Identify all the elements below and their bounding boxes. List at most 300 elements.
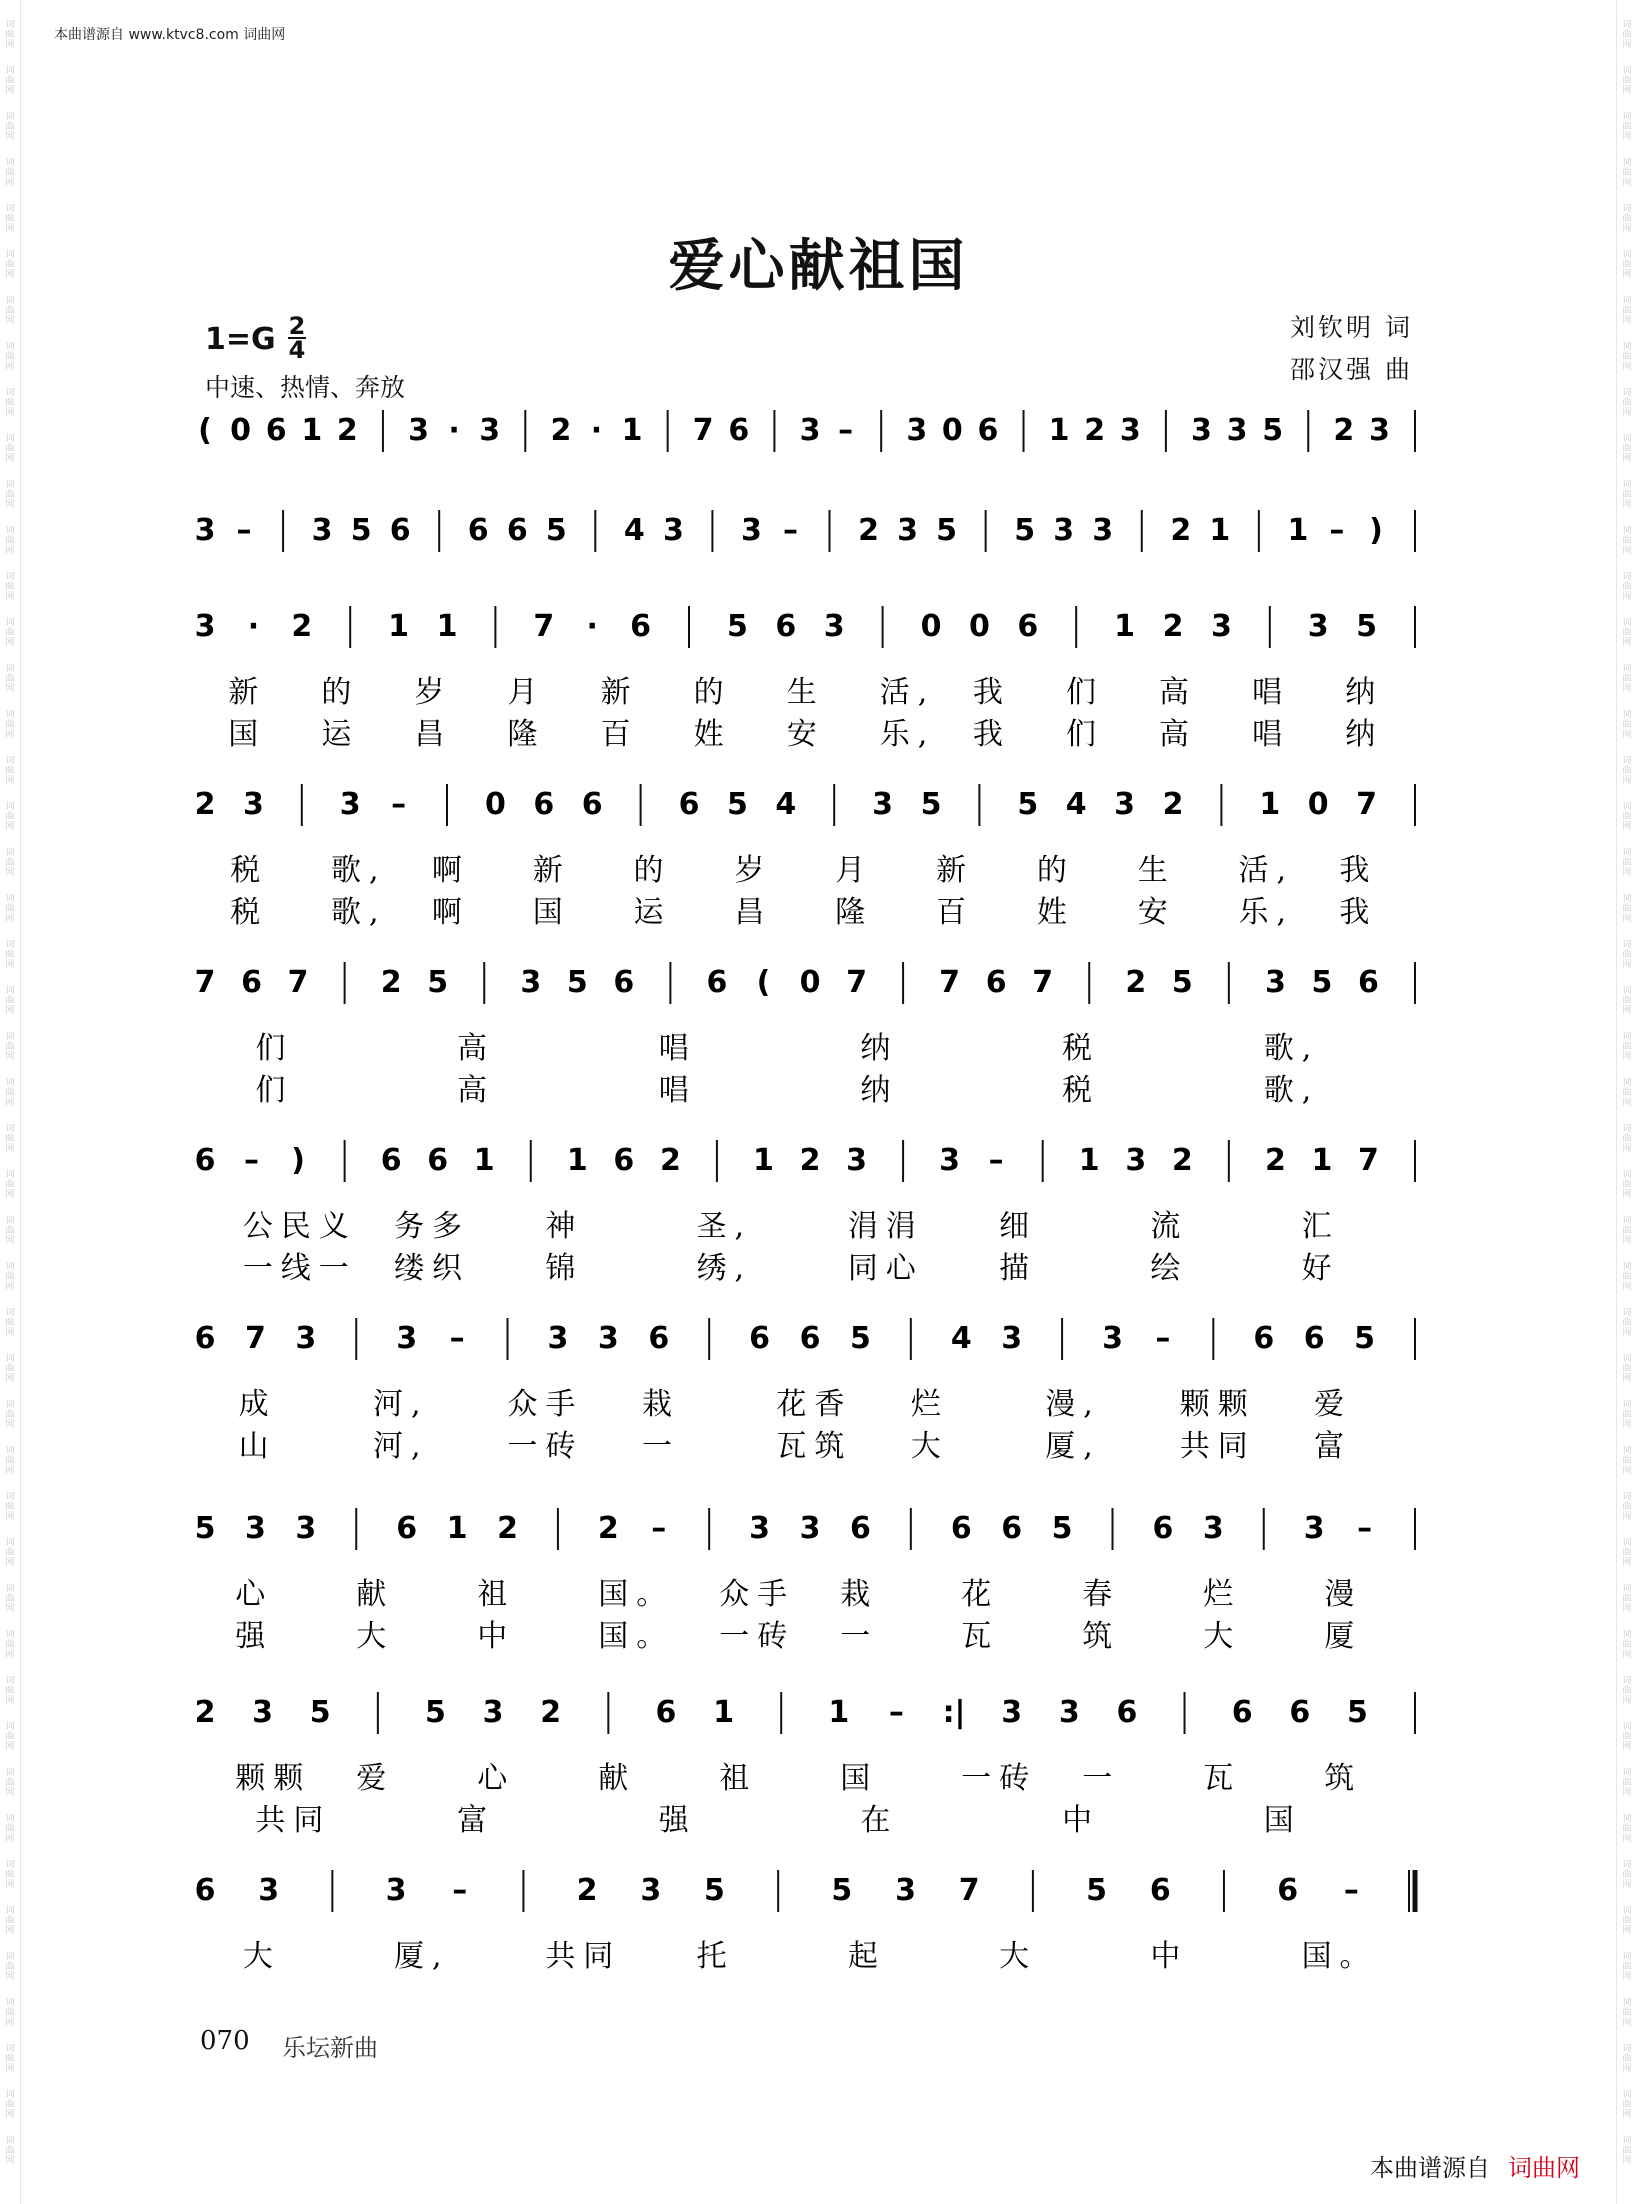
strip-watermark-mark: 词 曲 网 [1622,572,1632,602]
note: 3 [408,413,429,448]
strip-watermark-mark: 词 曲 网 [5,572,15,602]
note: 3 [823,609,845,644]
lyric-verse1: 爱 [356,1761,395,1796]
note: 1 [301,413,323,448]
note: 3 [897,513,919,548]
note: 3 [1102,1321,1123,1356]
lyric-verse1: 漫 [1324,1577,1363,1612]
strip-watermark-mark: 词 曲 网 [5,848,15,878]
lyric-verse2: 运 [321,717,360,752]
strip-watermark-mark: 词 曲 网 [5,1216,15,1246]
lyric-verse2: 歌, [331,895,387,930]
note: 6 [1017,609,1039,644]
lyric-verse2: 乐, [1238,895,1295,930]
lyric-verse2: 缕织 [394,1251,471,1286]
lyric-verse1: 国。 [598,1577,675,1612]
strip-watermark-mark: 词 曲 网 [5,1400,15,1430]
lyric-verse1: 的 [1036,853,1075,888]
strip-watermark-mark: 词 曲 网 [5,664,15,694]
lyric-verse1: 中 [1150,1939,1189,1974]
note: 5 [1017,787,1039,822]
note: 7 [287,965,309,1000]
note: 3 [662,513,684,548]
lyric-verse1: 汇 [1301,1209,1340,1244]
lyric-verse2: 乐, [879,717,936,752]
lyric-verse1: 大 [999,1939,1038,1974]
lyric-verse1: 税 [1062,1031,1101,1066]
note: 6 [1001,1511,1023,1546]
strip-watermark-mark: 词 曲 网 [5,1584,15,1614]
strip-watermark-mark: 词 曲 网 [5,1860,15,1890]
note: 6 [1289,1695,1311,1730]
lyric-verse2: 一 [641,1429,680,1464]
strip-watermark-mark: 词 曲 网 [5,1262,15,1292]
lyric-verse1: 献 [598,1761,637,1796]
lyric-verse2: 瓦筑 [776,1429,853,1464]
note: 3 [1210,609,1232,644]
strip-watermark-mark: 词 曲 网 [5,1446,15,1476]
lyric-verse2: 大 [910,1429,949,1464]
note: 6 [749,1321,771,1356]
lyric-verse1: 颗颗 [1179,1387,1256,1422]
note: · [590,413,603,448]
note: 2 [1171,1143,1193,1178]
note: 6 [1358,965,1379,1000]
strip-watermark-mark: 词 曲 网 [1622,710,1632,740]
strip-watermark-mark: 词 曲 网 [1622,1124,1632,1154]
note: 3 [640,1873,662,1908]
strip-watermark-mark: 词 曲 网 [5,1078,15,1108]
strip-watermark-mark: 词 曲 网 [5,1722,15,1752]
note: 1 [1114,609,1136,644]
lyric-verse2: 中 [1062,1803,1101,1838]
note: 3 [1303,1511,1325,1546]
note: 1 [1078,1143,1100,1178]
note: 5 [1086,1873,1108,1908]
lyric-verse1: 新 [532,853,571,888]
note: 3 [547,1321,569,1356]
lyric-verse1: 一砖 [961,1761,1038,1796]
lyric-verse2: 啊 [431,895,470,930]
lyric-verse2: 安 [1137,895,1176,930]
note: 6 [1303,1321,1325,1356]
lyric-verse2: 厦 [1324,1619,1363,1654]
lyric-verse2: 同心 [847,1251,924,1286]
strip-watermark-mark: 词 曲 网 [5,1814,15,1844]
lyric-verse1: 的 [321,675,360,710]
note: – [1357,1511,1373,1546]
lyric-verse1: 的 [693,675,732,710]
lyric-verse1: 活, [879,675,936,710]
note: 4 [623,513,645,548]
section-name: 乐坛新曲 [282,2034,378,2062]
lyric-verse2: 富 [1314,1429,1353,1464]
strip-watermark-mark: 词 曲 网 [1622,1032,1632,1062]
lyric-verse2: 隆 [507,717,546,752]
note: 2 [1333,413,1355,448]
note: 6 [1277,1873,1299,1908]
note: 7 [846,965,867,1000]
note: 7 [533,609,555,644]
strip-watermark-mark: 词 曲 网 [1622,480,1632,510]
note: 0 [230,413,252,448]
note: 1 [1287,513,1309,548]
strip-watermark-mark: 词 曲 网 [5,250,15,280]
note: 6 [265,413,287,448]
lyric-verse2: 绘 [1150,1251,1189,1286]
lyric-verse2: 运 [633,895,672,930]
note: 5 [1356,609,1378,644]
note: 2 [1162,609,1184,644]
strip-watermark-mark: 词 曲 网 [5,66,15,96]
note: 5 [1171,965,1193,1000]
strip-watermark-mark: 词 曲 网 [5,20,15,50]
lyric-verse1: 栽 [641,1387,680,1422]
note: 3 [749,1511,771,1546]
strip-watermark-mark: 词 曲 网 [5,1032,15,1062]
lyric-verse2: 绣, [696,1251,753,1286]
note: 3 [194,609,216,644]
lyric-verse1: 祖 [719,1761,758,1796]
lyric-verse2: 共同 [1179,1429,1256,1464]
lyric-verse1: 共同 [545,1939,622,1974]
note: 3 [295,1511,317,1546]
note: 5 [849,1321,871,1356]
note: 5 [1354,1321,1376,1356]
note: – [449,1321,465,1356]
strip-watermark-mark: 词 曲 网 [1622,802,1632,832]
lyric-verse1: 祖 [477,1577,516,1612]
note: 2 [291,609,313,644]
lyric-verse2: 富 [457,1803,496,1838]
time-signature-bottom: 4 [288,336,306,364]
strip-watermark-mark: 词 曲 网 [1622,1584,1632,1614]
strip-watermark-mark: 词 曲 网 [5,112,15,142]
lyric-verse2: 我 [972,717,1011,752]
strip-watermark-mark: 词 曲 网 [1622,1722,1632,1752]
note: 1 [621,413,643,448]
lyric-verse1: 我 [1339,853,1378,888]
lyric-verse1: 高 [457,1031,496,1066]
lyric-verse1: 税 [230,853,269,888]
strip-watermark-mark: 词 曲 网 [1622,618,1632,648]
note: 6 [648,1321,670,1356]
note: 2 [540,1695,562,1730]
note: 1 [446,1511,468,1546]
note: 3 [311,513,333,548]
strip-watermark-mark: 词 曲 网 [5,1538,15,1568]
strip-watermark-mark: 词 曲 网 [1622,66,1632,96]
strip-watermark-mark: 词 曲 网 [5,480,15,510]
note: 6 [427,1143,449,1178]
page-number: 070 [200,2026,250,2056]
lyric-verse2: 们 [255,1073,294,1108]
strip-watermark-mark: 词 曲 网 [5,388,15,418]
note: 4 [775,787,797,822]
lyric-verse1: 新 [600,675,639,710]
note: 3 [799,1511,821,1546]
lyric-verse2: 一线一 [242,1251,357,1286]
note: 6 [706,965,728,1000]
note: ) [1369,513,1383,548]
note: 3 [1092,513,1114,548]
note: 0 [484,787,506,822]
lyric-verse1: 新 [228,675,267,710]
lyric-verse1: 涓涓 [847,1209,924,1244]
strip-watermark-mark: 词 曲 网 [1622,2044,1632,2074]
note: 7 [194,965,216,1000]
lyric-verse1: 神 [545,1209,584,1244]
strip-watermark-mark: 词 曲 网 [1622,986,1632,1016]
lyric-verse1: 栽 [840,1577,879,1612]
strip-watermark-mark: 词 曲 网 [1622,1492,1632,1522]
note: 3 [1001,1695,1023,1730]
note: 7 [244,1321,266,1356]
note: 3 [1053,513,1075,548]
strip-watermark-mark: 词 曲 网 [5,618,15,648]
note: 3 [799,413,821,448]
lyric-verse1: 花 [961,1577,1000,1612]
lyric-verse1: 成 [238,1387,277,1422]
lyric-verse1: 细 [999,1209,1038,1244]
lyric-verse1: 烂 [910,1387,949,1422]
note: 3 [741,513,762,548]
note: 3 [1226,413,1248,448]
note: – [782,513,798,548]
lyric-verse2: 瓦 [961,1619,1000,1654]
note: 3 [1307,609,1329,644]
strip-watermark-mark: 词 曲 网 [1622,250,1632,280]
strip-watermark-mark: 词 曲 网 [5,894,15,924]
note: 6 [799,1321,821,1356]
lyric-verse1: 的 [633,853,672,888]
note: 6 [985,965,1007,1000]
note: 3 [482,1695,504,1730]
lyric-verse2: 河, [373,1429,429,1464]
footer-site-link[interactable]: 词曲网 [1508,2154,1580,2182]
note: 1 [1048,413,1070,448]
note: 2 [1084,413,1106,448]
strip-watermark-mark: 词 曲 网 [1622,1216,1632,1246]
note: 7 [1356,787,1378,822]
strip-watermark-mark: 词 曲 网 [5,2090,15,2120]
note: 3 [339,787,361,822]
strip-watermark-mark: 词 曲 网 [5,342,15,372]
lyric-verse1: 爱 [1314,1387,1353,1422]
lyric-verse2: 姓 [1036,895,1075,930]
note: 5 [194,1511,216,1546]
note: 3 [194,513,216,548]
lyric-verse1: 流 [1150,1209,1189,1244]
strip-watermark-mark: 词 曲 网 [1622,1998,1632,2028]
note: 6 [467,513,489,548]
note: 5 [1014,513,1036,548]
strip-watermark-mark: 词 曲 网 [1622,20,1632,50]
note: 6 [396,1511,418,1546]
note: 3 [385,1873,407,1908]
strip-watermark-mark: 词 曲 网 [1622,1676,1632,1706]
lyric-verse2: 唱 [1252,717,1291,752]
strip-watermark-mark: 词 曲 网 [5,1124,15,1154]
note: 1 [436,609,458,644]
song-title: 爱心献祖国 [668,233,969,299]
note: 5 [936,513,958,548]
lyric-verse2: 一砖 [719,1619,796,1654]
lyric-verse2: 隆 [835,895,874,930]
lyric-verse2: 中 [477,1619,516,1654]
note: 3 [597,1321,619,1356]
note: 2 [1125,965,1147,1000]
strip-watermark-mark: 词 曲 网 [1622,848,1632,878]
strip-watermark-mark: 词 曲 网 [5,2136,15,2166]
note: 6 [775,609,797,644]
note: 0 [968,609,990,644]
lyric-verse2: 昌 [414,717,453,752]
lyric-verse1: 河, [373,1387,429,1422]
lyric-verse1: 务多 [394,1209,471,1244]
strip-watermark-mark: 词 曲 网 [1622,1170,1632,1200]
note: 1 [828,1695,850,1730]
note: 3 [872,787,894,822]
note: – [1343,1873,1359,1908]
note: 3 [895,1873,916,1908]
lyric-verse1: 岁 [734,853,773,888]
note: – [838,413,854,448]
lyric-verse1: 生 [1137,853,1176,888]
lyric-verse1: 献 [356,1577,395,1612]
lyric-verse1: 瓦 [1203,1761,1242,1796]
lyric-verse2: 安 [786,717,825,752]
note: – [391,787,407,822]
note: 3 [520,965,542,1000]
note: · [586,609,598,644]
lyric-verse2: 山 [238,1429,277,1464]
note: 3 [1264,965,1286,1000]
lyric-verse2: 筑 [1082,1619,1121,1654]
note: 1 [1259,787,1281,822]
note: 0 [1307,787,1329,822]
note: – [244,1143,260,1178]
note: ) [291,1143,305,1178]
note: 5 [831,1873,853,1908]
note: 5 [545,513,567,548]
lyric-verse2: 共同 [255,1803,332,1838]
note: 3 [906,413,928,448]
strip-watermark-mark: 词 曲 网 [1622,342,1632,372]
tempo-marking: 中速、热情、奔放 [205,373,406,402]
lyric-verse1: 起 [847,1939,886,1974]
strip-watermark-mark: 词 曲 网 [1622,204,1632,234]
lyric-verse1: 圣, [696,1209,753,1244]
lyric-verse1: 众手 [507,1387,584,1422]
strip-watermark-mark: 词 曲 网 [5,1952,15,1982]
note: 6 [630,609,652,644]
note: 5 [566,965,588,1000]
note: 5 [309,1695,331,1730]
lyric-verse2: 强 [658,1803,697,1838]
note: 1 [566,1143,588,1178]
strip-watermark-mark: 词 曲 网 [5,526,15,556]
note: 5 [425,1695,446,1730]
lyric-verse1: 众手 [719,1577,796,1612]
note: 1 [1311,1143,1333,1178]
lyricist-credit: 刘钦明 词 [1290,313,1413,342]
lyric-verse2: 描 [999,1251,1038,1286]
strip-watermark-mark: 词 曲 网 [5,710,15,740]
note: 6 [977,413,999,448]
note: 3 [1368,413,1390,448]
note: 5 [726,609,748,644]
lyric-verse1: 筑 [1324,1761,1363,1796]
note: 6 [389,513,411,548]
lyric-verse2: 高 [1159,717,1198,752]
strip-watermark-mark: 词 曲 网 [5,1354,15,1384]
note: 3 [295,1321,317,1356]
note: 3 [258,1873,280,1908]
lyric-verse1: 国 [840,1761,879,1796]
note: 2 [194,787,216,822]
strip-watermark-mark: 词 曲 网 [5,940,15,970]
lyric-verse2: 我 [1339,895,1378,930]
note: 0 [941,413,963,448]
note: 6 [581,787,603,822]
lyric-verse1: 高 [1159,675,1198,710]
note: 4 [950,1321,972,1356]
note: 2 [336,413,358,448]
lyric-verse1: 大 [242,1939,281,1974]
strip-watermark-mark: 词 曲 网 [5,1630,15,1660]
strip-watermark-mark: 词 曲 网 [1622,2136,1632,2166]
strip-watermark-mark: 词 曲 网 [5,986,15,1016]
note: 1 [753,1143,774,1178]
lyric-verse1: 公民义 [242,1209,357,1244]
note: 5 [427,965,449,1000]
strip-watermark-mark: 词 曲 网 [1622,526,1632,556]
strip-watermark-mark: 词 曲 网 [5,1170,15,1200]
lyric-verse2: 纳 [860,1073,899,1108]
note: 3 [1114,787,1136,822]
strip-watermark-mark: 词 曲 网 [1622,1354,1632,1384]
note: 3 [939,1143,961,1178]
note: · [247,609,260,644]
lyric-verse1: 颗颗 [235,1761,312,1796]
lyric-verse1: 月 [835,853,874,888]
strip-watermark-mark: 词 曲 网 [1622,1952,1632,1982]
strip-watermark-mark: 词 曲 网 [1622,112,1632,142]
lyric-verse1: 心 [477,1761,516,1796]
lyric-verse2: 百 [600,717,639,752]
strip-watermark-mark: 词 曲 网 [5,1906,15,1936]
composer-credit: 邵汉强 曲 [1290,355,1413,384]
note: 6 [241,965,262,1000]
strip-watermark-mark: 词 曲 网 [5,1998,15,2028]
note: 1 [713,1695,735,1730]
lyric-verse2: 厦, [1045,1429,1101,1464]
lyric-verse1: 托 [696,1939,735,1974]
note: 2 [497,1511,518,1546]
note: – [651,1511,667,1546]
site-source-header: 本曲谱源自 www.ktvc8.com 词曲网 [54,27,286,43]
lyric-verse1: 纳 [860,1031,899,1066]
note: – [452,1873,468,1908]
note: – [888,1695,904,1730]
lyric-verse2: 们 [1065,717,1104,752]
strip-watermark-mark: 词 曲 网 [1622,1630,1632,1660]
note: 2 [576,1873,598,1908]
note: 2 [1170,513,1192,548]
lyric-verse1: 岁 [414,675,453,710]
strip-watermark-mark: 词 曲 网 [5,756,15,786]
